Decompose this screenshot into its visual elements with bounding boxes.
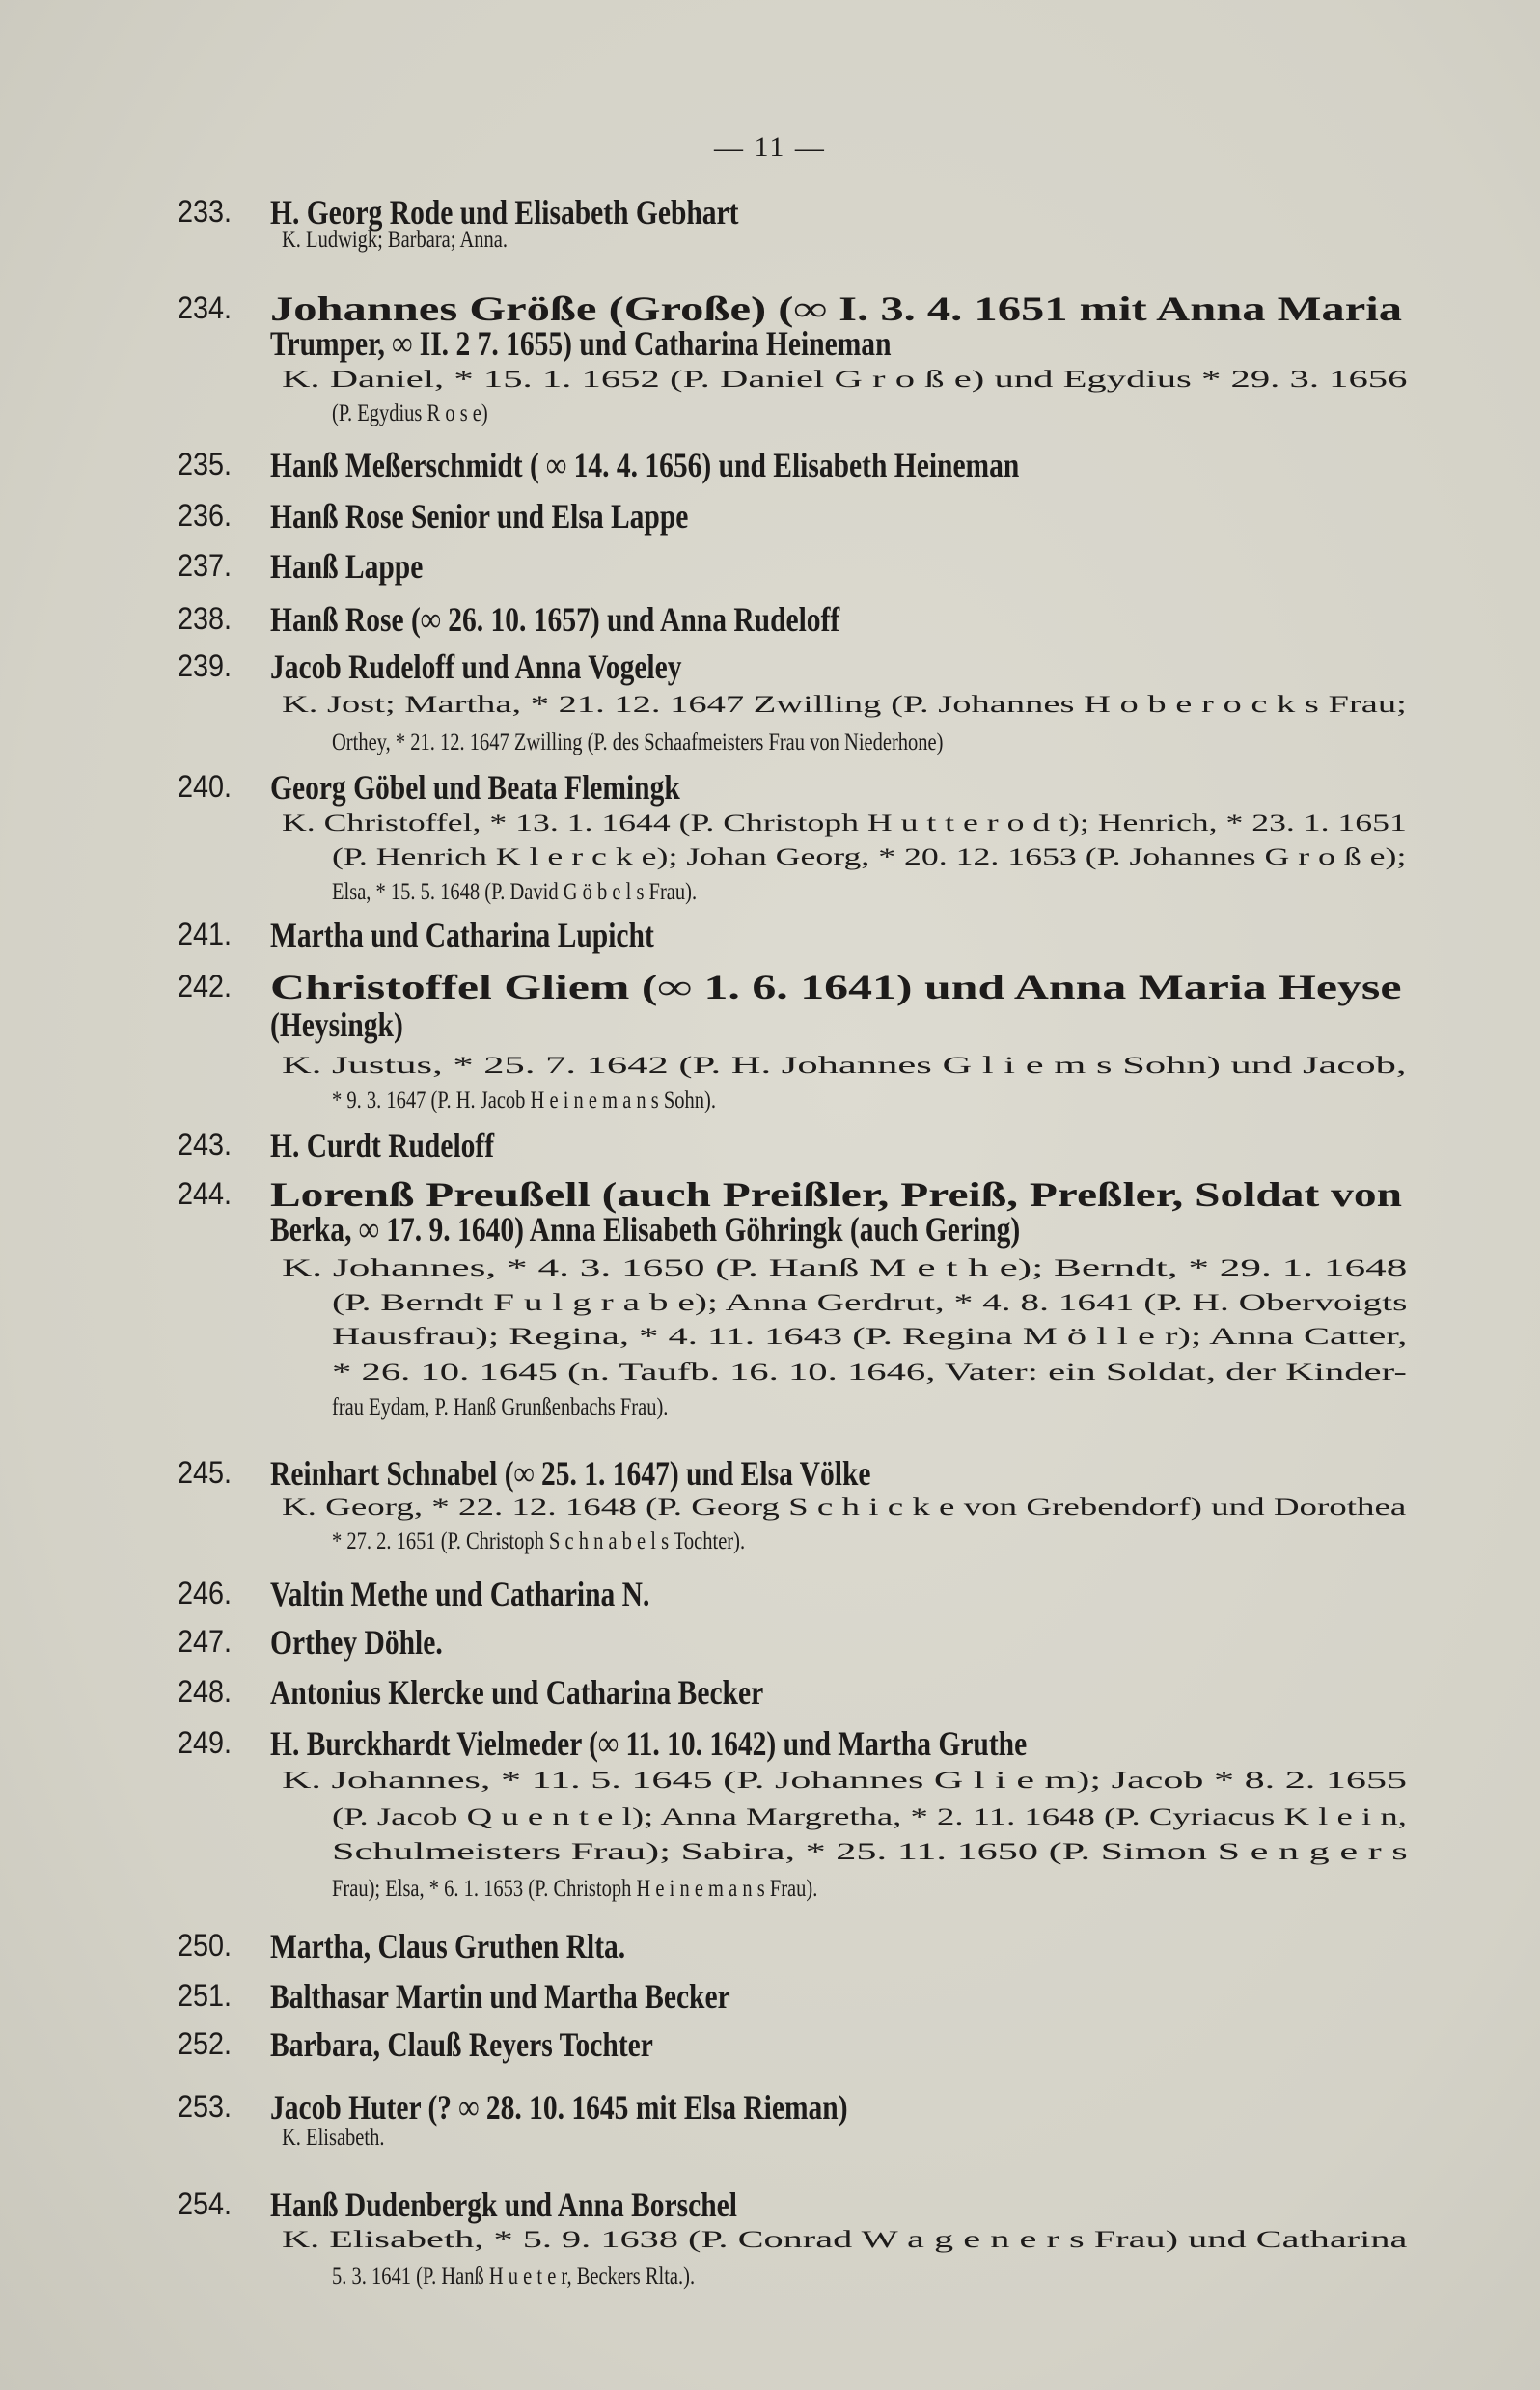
children-line: K. Justus, * 25. 7. 1642 (P. H. Johannes G l i e m s Sohn) und Jacob, [282,1053,1407,1079]
entry-heading-line: Hanß Rose Senior und Elsa Lappe [270,496,689,536]
entry-number: 237. [178,547,233,583]
page-number: — 11 — [714,131,826,163]
entry-number: 244. [178,1175,233,1211]
children-line: * 26. 10. 1645 (n. Taufb. 16. 10. 1646, Vater: ein Soldat, der Kinder- [332,1359,1407,1386]
children-line: * 27. 2. 1651 (P. Christoph S c h n a b e l s Tochter). [332,1527,746,1554]
children-line: K. Johannes, * 4. 3. 1650 (P. Hanß M e t h e); Berndt, * 29. 1. 1648 [282,1255,1408,1282]
children-line: Hausfrau); Regina, * 4. 11. 1643 (P. Regina M ö l l e r); Anna Catter, [332,1324,1408,1351]
children-line: Frau); Elsa, * 6. 1. 1653 (P. Christoph H e i n e m a n s Frau). [332,1876,818,1903]
entry-heading-line: Hanß Lappe [270,546,424,586]
entry-number: 251. [178,1977,233,2013]
children-line: Elsa, * 15. 5. 1648 (P. David G ö b e l s Frau). [332,878,698,905]
entry-number: 250. [178,1927,233,1963]
children-line: Schulmeisters Frau); Sabira, * 25. 11. 1650 (P. Simon S e n g e r s [332,1839,1408,1866]
entry-number: 238. [178,601,233,637]
entry-heading-line: Johannes Größe (Große) (∞ I. 3. 4. 1651 mit Anna Maria [270,288,1402,328]
entry-heading-line: Hanß Meßerschmidt ( ∞ 14. 4. 1656) und Elisabeth Heineman [270,446,1020,485]
entry-heading-line: Orthey Döhle. [270,1623,443,1662]
children-line: K. Christoffel, * 13. 1. 1644 (P. Christoph H u t t e r o d t); Henrich, * 23. 1. 1651 [282,810,1407,837]
entry-heading-line: H. Curdt Rudeloff [270,1126,495,1166]
children-line: K. Ludwigk; Barbara; Anna. [282,226,508,253]
entry-number: 248. [178,1674,233,1710]
entry-heading-line: Valtin Methe und Catharina N. [270,1574,650,1613]
entry-number: 235. [178,447,233,482]
entry-heading-line: Reinhart Schnabel (∞ 25. 1. 1647) und Elsa Völke [270,1453,871,1493]
entry-heading-line: H. Burckhardt Vielmeder (∞ 11. 10. 1642) und Martha Gruthe [270,1723,1028,1763]
entry-number: 252. [178,2026,233,2062]
entry-heading-line: Trumper, ∞ II. 2 7. 1655) und Catharina Heineman [270,324,892,364]
entry-number: 249. [178,1724,233,1760]
entry-number: 234. [178,289,233,325]
entry-number: 245. [178,1454,233,1490]
entry-heading-line: Jacob Huter (? ∞ 28. 10. 1645 mit Elsa Rieman) [270,2088,848,2128]
children-line: Orthey, * 21. 12. 1647 Zwilling (P. des Schaafmeisters Frau von Niederhone) [332,729,944,756]
children-line: (P. Henrich K l e r c k e); Johan Georg, * 20. 12. 1653 (P. Johannes G r o ß e); [332,843,1407,870]
children-line: K. Elisabeth, * 5. 9. 1638 (P. Conrad W a g e n e r s Frau) und Catharina [282,2226,1408,2253]
entry-number: 246. [178,1575,233,1610]
entry-number: 241. [178,917,233,952]
entry-heading-line: Christoffel Gliem (∞ 1. 6. 1641) und Anna Maria Heyse [270,967,1402,1006]
entry-heading-line: Antonius Klercke und Catharina Becker [270,1673,764,1713]
entry-heading-line: H. Georg Rode und Elisabeth Gebhart [270,193,739,233]
children-line: (P. Berndt F u l g r a b e); Anna Gerdrut, * 4. 8. 1641 (P. H. Obervoigts [332,1290,1408,1317]
children-line: frau Eydam, P. Hanß Grunßenbachs Frau). [332,1393,669,1420]
entry-heading-line: Martha, Claus Gruthen Rlta. [270,1926,626,1965]
entry-heading-line: Balthasar Martin und Martha Becker [270,1976,730,2016]
children-line: K. Johannes, * 11. 5. 1645 (P. Johannes G l i e m); Jacob * 8. 2. 1655 [282,1768,1408,1795]
children-line: 5. 3. 1641 (P. Hanß H u e t e r, Beckers Rlta.). [332,2263,696,2290]
children-line: (P. Egydius R o s e) [332,399,488,426]
children-line: (P. Jacob Q u e n t e l); Anna Margretha, * 2. 11. 1648 (P. Cyriacus K l e i n, [332,1803,1407,1830]
entry-heading-line: Georg Göbel und Beata Flemingk [270,767,680,807]
entry-heading-line: Berka, ∞ 17. 9. 1640) Anna Elisabeth Göhringk (auch Gering) [270,1210,1021,1250]
entry-number: 240. [178,768,233,804]
entry-heading-line: Hanß Rose (∞ 26. 10. 1657) und Anna Rudeloff [270,600,840,640]
entry-number: 247. [178,1624,233,1660]
children-line: K. Jost; Martha, * 21. 12. 1647 Zwilling (P. Johannes H o b e r o c k s Frau; [282,691,1407,718]
entry-heading-line: Lorenß Preußell (auch Preißler, Preiß, Preßler, Soldat von [270,1174,1403,1214]
entry-number: 242. [178,968,233,1003]
entry-number: 243. [178,1127,233,1163]
entry-number: 236. [178,497,233,533]
children-line: K. Georg, * 22. 12. 1648 (P. Georg S c h i c k e von Grebendorf) und Dorothea [282,1495,1407,1522]
entry-heading-line: Hanß Dudenbergk und Anna Borschel [270,2185,737,2225]
entry-number: 254. [178,2186,233,2222]
entry-heading-line: (Heysingk) [270,1005,403,1045]
entry-heading-line: Jacob Rudeloff und Anna Vogeley [270,647,682,687]
children-line: * 9. 3. 1647 (P. H. Jacob H e i n e m a n s Sohn). [332,1087,717,1114]
entry-heading-line: Martha und Catharina Lupicht [270,916,654,955]
entry-number: 239. [178,648,233,684]
entry-heading-line: Barbara, Clauß Reyers Tochter [270,2025,653,2065]
children-line: K. Daniel, * 15. 1. 1652 (P. Daniel G r o ß e) und Egydius * 29. 3. 1656 [282,367,1408,393]
entry-number: 233. [178,194,233,230]
entry-number: 253. [178,2089,233,2125]
children-line: K. Elisabeth. [282,2124,385,2151]
